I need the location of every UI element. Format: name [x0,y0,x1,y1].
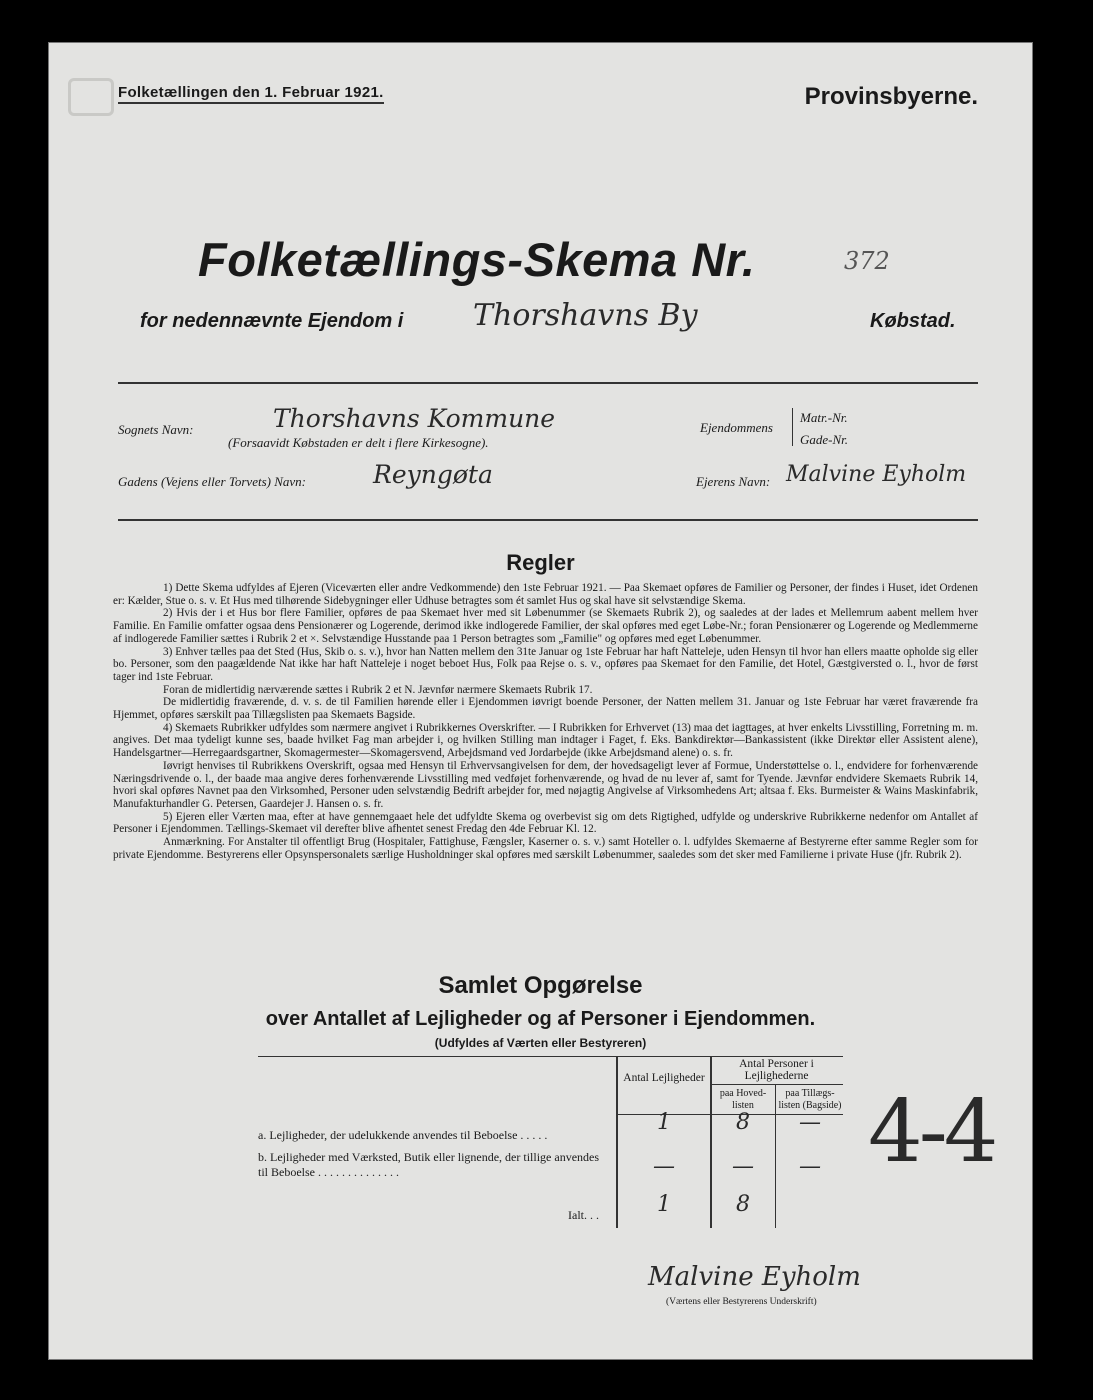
col-hovedlisten: paa Hoved-listen [719,1088,767,1111]
sogn-note: (Forsaavidt Købstaden er delt i flere Kirkesogne). [228,435,489,450]
rule-5: 5) Ejeren eller Værten maa, efter at have gennemgaaet hele det udfyldte Skema og overbevist sig om dets Rigtighed, udfylde og underskrive Rubrikkerne nedenfor om Antallet af Personer i Ejendommen. Tællings-Skemaet vil derefter blive afhentet senest Fredag den 4de Februar Kl. 12. [113,810,978,836]
summary-title: Samlet Opgørelse [438,972,643,999]
bracket [792,408,793,446]
signature: Malvine Eyholm [648,1262,861,1292]
sogn-value: Thorshavns Kommune [273,404,556,433]
rules-text [113,582,978,861]
col-tillaeg: paa Tillægs-listen (Bagside) [778,1088,842,1111]
divider [118,519,978,521]
rule-3a: Foran de midlertidig nærværende sættes i Rubrik 2 et N. Jævnfør nærmere Skemaets Rubrik 17. [163,683,593,696]
divider [118,382,978,384]
rule-note: Anmærkning. For Anstalter til offentligt Brug (Hospitaler, Fattighuse, Fængsler, Kaserner o. s. v.) samt Hoteller o. l. udfyldes Skemaerne af Bestyrerne efter samme Regler som for private Ejendomme. Bestyrerens eller Opsynspersonalets særlige Husholdninger skal opføres med særskilt Løbenummer, saaledes som det sker med Familierne i private Huse (jfr. Rubrik 2). [113,836,978,861]
row-ialt-hoved: 8 [736,1192,750,1217]
margin-note: 4-4 [868,1082,995,1182]
rules-title: Regler [506,550,575,575]
ejer-value: Malvine Eyholm [786,462,967,487]
col-personer: Antal Personer i Lejlighederne [739,1058,814,1082]
matr-label: Matr.-Nr. [800,410,848,425]
summary-note: (Udfyldes af Værten eller Bestyreren) [434,1036,647,1050]
subtitle-prefix: for nedennævnte Ejendom i [140,310,404,332]
sogn-label: Sognets Navn: [118,422,194,437]
form-title: Folketællings-Skema Nr. [198,233,756,286]
region-header: Provinsbyerne. [804,83,978,110]
row-b-label: b. Lejligheder med Værksted, Butik eller lignende, der tillige anvendes til Beboelse . . . . . . . . . . . . . . [258,1150,600,1179]
table-top-rule [258,1056,843,1057]
gade-label: Gadens (Vejens eller Torvets) Navn: [118,474,306,489]
schema-number: 372 [844,247,890,275]
signature-caption: (Værtens eller Bestyrerens Underskrift) [666,1297,817,1307]
subtitle-suffix: Købstad. [870,310,956,332]
rule-4a: Iøvrigt henvises til Rubrikkens Overskrift, ogsaa med Hensyn til Erhvervsangivelsen for dem, der hovedsageligt lever af Formue, Understøttelse o. l., endvidere for forhenværende Næringsdrivende o. l., der baade maa angive deres forhenværende Livsstilling med vedføjet forhenværende, og hvad de nu lever af, samt for Tyende. Jævnfør endvidere Skemaets Rubrik 14, hvori skal opføres Navnet paa den Virksomhed, Personer uden selvstændig Bedrift arbejder for, med nøjagtig Angivelse af Virksomhedens Art; altsaa f. Eks. Burmeister & Wains Maskinfabrik, Manufakturhandler G. Petersen, Gaardejer J. Hansen o. s. fr. [113,759,978,810]
city-handwritten: Thorshavns By [473,298,698,333]
rule-1: 1) Dette Skema udfyldes af Ejeren (Viceværten eller andre Vedkommende) den 1ste Februar 1921. — Paa Skemaet opføres de Familier og Personer, der findes i Huset, idet Ordenen er: Kælder, Stue o. s. v. Et Hus med tilhørende Sidebygninger eller Udhuse betragtes som ét samlet Hus og skal have sit selvstændige Skema. [113,582,978,607]
col-lejligheder: Antal Lejligheder [623,1072,705,1084]
row-a-label: a. Lejligheder, der udelukkende anvendes til Beboelse . . . . . [258,1128,548,1142]
summary-subtitle: over Antallet af Lejligheder og af Personer i Ejendommen. [265,1008,816,1030]
row-a-lejligheder: 1 [657,1110,671,1135]
ejendom-label: Ejendommens [700,420,773,435]
gade-value: Reyngøta [373,460,493,489]
ejer-label: Ejerens Navn: [696,474,771,489]
rule-4: 4) Skemaets Rubrikker udfyldes som nærmere angivet i Rubrikkernes Overskrifter. — I Rubrikken for Erhvervet (13) maa det iagttages, at hver enkelts Livsstilling, Forretning m. m. angives. Det maa tydeligt kunne ses, baade hvilket Fag man arbejder i, og hvilken Stilling man indtager i Faget, f. Eks. Bankdirektør—Bankassistent (ikke Direktør eller Assistent alene), Handelsgartner—Herregaardsgartner, Skomagermester—Skomagersvend, Arbejdsmand ved Jordarbejde (ikke Arbejdsmand alene) o. s. fr. [113,721,978,760]
rule-2: 2) Hvis der i et Hus bor flere Familier, opføres de paa Skemaet hver med sit Løbenummer (se Skemaets Rubrik 2), og saaledes at der lades et Mellemrum aabent mellem hver Familie. En Familie omfatter ogsaa dens Pensionærer og Logerende, derimod ikke indlogerede Familier, der skal opføres med eget Løbe-Nr.; foran Pensionærer og Logerende og Medlemmerne af indlogerede Familier sættes i Rubrik 2 et ×. Selvstændige Husstande paa 1 Person betragtes som „Familie" og opføres med eget Løbenummer. [113,607,978,645]
gade-nr-label: Gade-Nr. [800,432,849,447]
table-sub-rule [710,1084,843,1085]
stamp-mark [68,78,114,116]
row-b-hoved: — [732,1154,754,1179]
row-ialt-label: Ialt. . . [568,1208,599,1222]
row-ialt-lejligheder: 1 [657,1192,671,1217]
census-form [48,42,1033,1360]
row-b-lejligheder: — [653,1154,675,1179]
row-b-tillaeg: — [799,1154,821,1179]
row-a-hoved: 8 [736,1110,750,1135]
table-vline [775,1084,776,1228]
census-date-header: Folketællingen den 1. Februar 1921. [118,84,384,104]
rule-3: 3) Enhver tælles paa det Sted (Hus, Skib o. s. v.), hvor han Natten mellem den 31te Januar og 1ste Februar har haft Natteleje, uden Hensyn til hvor han ellers maatte opholde sig eller bo. Personer, som den paagældende Nat ikke har haft Natteleje i noget beboet Hus, Folk paa Rejse o. s. v., opføres paa Skemaet for den Familie, det Hotel, Gæstgiversted o. l., hvor de først tager ind 1ste Februar. [113,645,978,683]
row-a-tillaeg: — [799,1110,821,1135]
rule-3b: De midlertidig fraværende, d. v. s. de til Familien hørende eller i Ejendommen iøvrigt boende Personer, der Natten mellem 31. Januar og 1ste Februar har været fraværende fra Hjemmet, opføres særskilt paa Tillægslisten paa Skemaets Bagside. [113,696,978,722]
